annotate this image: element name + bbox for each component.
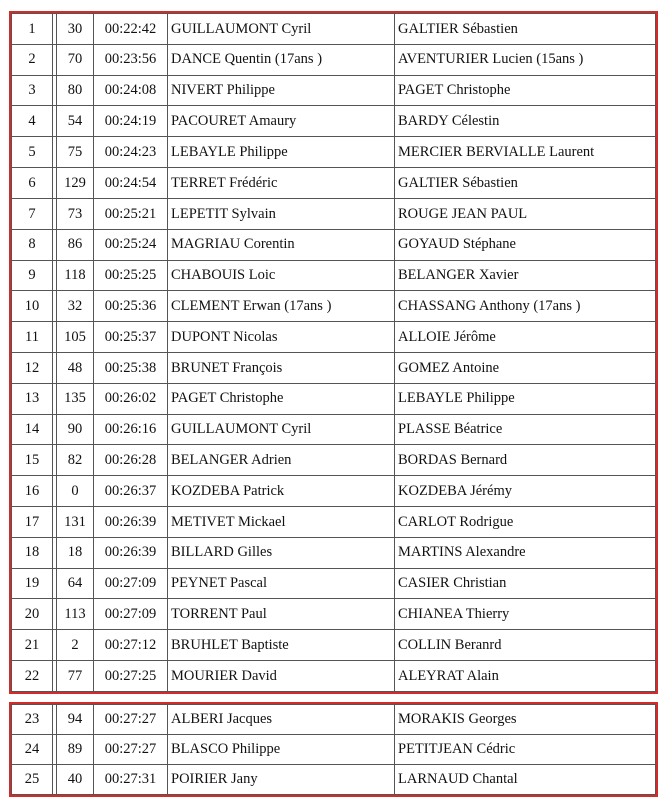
- rank-cell: 11: [12, 322, 53, 353]
- time-cell: 00:27:09: [94, 568, 168, 599]
- rank-cell: 7: [12, 198, 53, 229]
- bib-cell: 77: [57, 661, 94, 692]
- table-row: [12, 260, 656, 291]
- runner2-cell: AVENTURIER Lucien (15ans ): [395, 44, 656, 75]
- bib-cell: 48: [57, 352, 94, 383]
- runner2-cell: CHIANEA Thierry: [395, 599, 656, 630]
- rank-cell: 2: [12, 44, 53, 75]
- table-row: [12, 630, 656, 661]
- time-cell: 00:27:31: [94, 765, 168, 795]
- rank-cell: 15: [12, 445, 53, 476]
- rank-cell: 23: [12, 705, 53, 735]
- runner1-cell: METIVET Mickael: [168, 507, 395, 538]
- table-row: [12, 168, 656, 199]
- runner2-cell: PETITJEAN Cédric: [395, 735, 656, 765]
- time-cell: 00:25:24: [94, 229, 168, 260]
- runner2-cell: PLASSE Béatrice: [395, 414, 656, 445]
- rank-cell: 24: [12, 735, 53, 765]
- runner2-cell: LEBAYLE Philippe: [395, 383, 656, 414]
- bib-cell: 32: [57, 291, 94, 322]
- rank-cell: 13: [12, 383, 53, 414]
- time-cell: 00:24:54: [94, 168, 168, 199]
- table-row: [12, 568, 656, 599]
- table-row: [12, 735, 656, 765]
- runner1-cell: BRUNET François: [168, 352, 395, 383]
- table-row: [12, 44, 656, 75]
- runner2-cell: ALLOIE Jérôme: [395, 322, 656, 353]
- runner2-cell: KOZDEBA Jérémy: [395, 476, 656, 507]
- table-row: [12, 537, 656, 568]
- rank-cell: 6: [12, 168, 53, 199]
- table-row: [12, 291, 656, 322]
- table-row: [12, 414, 656, 445]
- table-row: [12, 229, 656, 260]
- bib-cell: 89: [57, 735, 94, 765]
- bib-cell: 0: [57, 476, 94, 507]
- rank-cell: 16: [12, 476, 53, 507]
- table-row: [12, 14, 656, 45]
- runner1-cell: LEPETIT Sylvain: [168, 198, 395, 229]
- runner1-cell: PAGET Christophe: [168, 383, 395, 414]
- runner1-cell: MAGRIAU Corentin: [168, 229, 395, 260]
- runner2-cell: BELANGER Xavier: [395, 260, 656, 291]
- time-cell: 00:24:19: [94, 106, 168, 137]
- runner1-cell: BILLARD Gilles: [168, 537, 395, 568]
- bib-cell: 30: [57, 14, 94, 45]
- bib-cell: 80: [57, 75, 94, 106]
- table-row: [12, 599, 656, 630]
- runner1-cell: GUILLAUMONT Cyril: [168, 14, 395, 45]
- runner2-cell: PAGET Christophe: [395, 75, 656, 106]
- time-cell: 00:23:56: [94, 44, 168, 75]
- runner1-cell: ALBERI Jacques: [168, 705, 395, 735]
- runner1-cell: BRUHLET Baptiste: [168, 630, 395, 661]
- runner2-cell: ALEYRAT Alain: [395, 661, 656, 692]
- results-table: [11, 704, 656, 795]
- rank-cell: 3: [12, 75, 53, 106]
- table-row: [12, 507, 656, 538]
- runner2-cell: BORDAS Bernard: [395, 445, 656, 476]
- table-row: [12, 445, 656, 476]
- runner1-cell: PEYNET Pascal: [168, 568, 395, 599]
- bib-cell: 70: [57, 44, 94, 75]
- time-cell: 00:26:37: [94, 476, 168, 507]
- time-cell: 00:27:25: [94, 661, 168, 692]
- rank-cell: 8: [12, 229, 53, 260]
- runner2-cell: GOMEZ Antoine: [395, 352, 656, 383]
- runner1-cell: CLEMENT Erwan (17ans ): [168, 291, 395, 322]
- time-cell: 00:24:08: [94, 75, 168, 106]
- time-cell: 00:22:42: [94, 14, 168, 45]
- runner2-cell: CARLOT Rodrigue: [395, 507, 656, 538]
- table-row: [12, 705, 656, 735]
- time-cell: 00:25:38: [94, 352, 168, 383]
- time-cell: 00:25:21: [94, 198, 168, 229]
- runner2-cell: CHASSANG Anthony (17ans ): [395, 291, 656, 322]
- runner2-cell: LARNAUD Chantal: [395, 765, 656, 795]
- time-cell: 00:26:39: [94, 537, 168, 568]
- rank-cell: 12: [12, 352, 53, 383]
- runner2-cell: COLLIN Beranrd: [395, 630, 656, 661]
- bib-cell: 73: [57, 198, 94, 229]
- table-row: [12, 106, 656, 137]
- table-row: [12, 352, 656, 383]
- results-table-block-2: [9, 702, 658, 797]
- time-cell: 00:25:36: [94, 291, 168, 322]
- runner2-cell: BARDY Célestin: [395, 106, 656, 137]
- table-row: [12, 75, 656, 106]
- runner2-cell: ROUGE JEAN PAUL: [395, 198, 656, 229]
- table-row: [12, 765, 656, 795]
- runner2-cell: GALTIER Sébastien: [395, 168, 656, 199]
- rank-cell: 10: [12, 291, 53, 322]
- bib-cell: 131: [57, 507, 94, 538]
- table-row: [12, 661, 656, 692]
- time-cell: 00:27:09: [94, 599, 168, 630]
- rank-cell: 17: [12, 507, 53, 538]
- runner1-cell: BLASCO Philippe: [168, 735, 395, 765]
- time-cell: 00:25:37: [94, 322, 168, 353]
- time-cell: 00:27:12: [94, 630, 168, 661]
- runner1-cell: BELANGER Adrien: [168, 445, 395, 476]
- time-cell: 00:27:27: [94, 735, 168, 765]
- bib-cell: 86: [57, 229, 94, 260]
- runner1-cell: POIRIER Jany: [168, 765, 395, 795]
- bib-cell: 82: [57, 445, 94, 476]
- rank-cell: 18: [12, 537, 53, 568]
- runner2-cell: MORAKIS Georges: [395, 705, 656, 735]
- bib-cell: 135: [57, 383, 94, 414]
- runner2-cell: GALTIER Sébastien: [395, 14, 656, 45]
- rank-cell: 25: [12, 765, 53, 795]
- rank-cell: 9: [12, 260, 53, 291]
- time-cell: 00:25:25: [94, 260, 168, 291]
- runner1-cell: DUPONT Nicolas: [168, 322, 395, 353]
- runner2-cell: MARTINS Alexandre: [395, 537, 656, 568]
- runner1-cell: CHABOUIS Loic: [168, 260, 395, 291]
- rank-cell: 5: [12, 137, 53, 168]
- table-row: [12, 383, 656, 414]
- bib-cell: 113: [57, 599, 94, 630]
- runner1-cell: KOZDEBA Patrick: [168, 476, 395, 507]
- bib-cell: 2: [57, 630, 94, 661]
- bib-cell: 105: [57, 322, 94, 353]
- time-cell: 00:26:16: [94, 414, 168, 445]
- runner2-cell: MERCIER BERVIALLE Laurent: [395, 137, 656, 168]
- runner2-cell: GOYAUD Stéphane: [395, 229, 656, 260]
- runner1-cell: DANCE Quentin (17ans ): [168, 44, 395, 75]
- results-table-block-1: [9, 11, 658, 694]
- bib-cell: 129: [57, 168, 94, 199]
- bib-cell: 18: [57, 537, 94, 568]
- bib-cell: 64: [57, 568, 94, 599]
- rank-cell: 4: [12, 106, 53, 137]
- rank-cell: 19: [12, 568, 53, 599]
- table-row: [12, 198, 656, 229]
- time-cell: 00:26:02: [94, 383, 168, 414]
- bib-cell: 54: [57, 106, 94, 137]
- bib-cell: 40: [57, 765, 94, 795]
- bib-cell: 118: [57, 260, 94, 291]
- runner1-cell: TERRET Frédéric: [168, 168, 395, 199]
- table-row: [12, 476, 656, 507]
- time-cell: 00:24:23: [94, 137, 168, 168]
- runner1-cell: GUILLAUMONT Cyril: [168, 414, 395, 445]
- rank-cell: 22: [12, 661, 53, 692]
- time-cell: 00:27:27: [94, 705, 168, 735]
- bib-cell: 90: [57, 414, 94, 445]
- runner1-cell: LEBAYLE Philippe: [168, 137, 395, 168]
- table-row: [12, 322, 656, 353]
- runner1-cell: NIVERT Philippe: [168, 75, 395, 106]
- rank-cell: 1: [12, 14, 53, 45]
- runner1-cell: MOURIER David: [168, 661, 395, 692]
- rank-cell: 21: [12, 630, 53, 661]
- time-cell: 00:26:28: [94, 445, 168, 476]
- time-cell: 00:26:39: [94, 507, 168, 538]
- results-table: [11, 13, 656, 692]
- bib-cell: 94: [57, 705, 94, 735]
- runner2-cell: CASIER Christian: [395, 568, 656, 599]
- rank-cell: 20: [12, 599, 53, 630]
- runner1-cell: PACOURET Amaury: [168, 106, 395, 137]
- table-row: [12, 137, 656, 168]
- rank-cell: 14: [12, 414, 53, 445]
- runner1-cell: TORRENT Paul: [168, 599, 395, 630]
- bib-cell: 75: [57, 137, 94, 168]
